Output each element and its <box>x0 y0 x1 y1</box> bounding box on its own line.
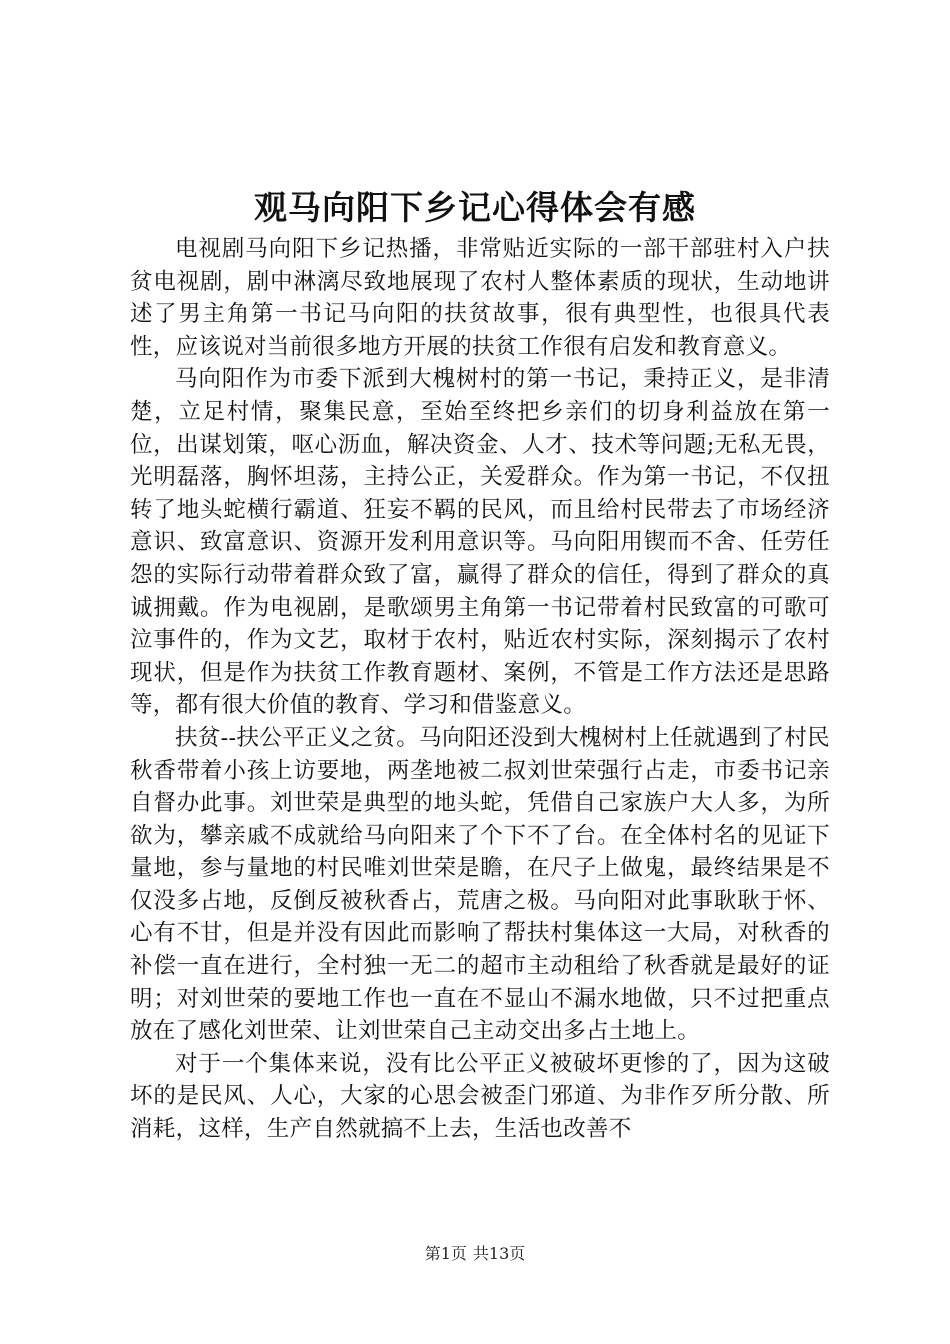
page-footer <box>0 1243 950 1265</box>
paragraph-collective: 对于一个集体来说，没有比公平正义被破坏更惨的了，因为这破坏的是民风、人心，大家的心思会被歪门邪道、为非作歹所分散、所消耗，这样，生产自然就搞不上去，生活也改善不 <box>130 1050 830 1143</box>
paragraph-fairness: 扶贫--扶公平正义之贫。马向阳还没到大槐树村上任就遇到了村民秋香带着小孩上访要地，两垄地被二叔刘世荣强行占走，市委书记亲自督办此事。刘世荣是典型的地头蛇，凭借自己家族户大人多，为所欲为，攀亲戚不成就给马向阳来了个下不了台。在全体村名的见证下量地，参与量地的村民唯刘世荣是瞻，在尺子上做鬼，最终结果是不仅没多占地，反倒反被秋香占，荒唐之极。马向阳对此事耿耿于怀、心有不甘，但是并没有因此而影响了帮扶村集体这一大局，对秋香的补偿一直在进行，全村独一无二的超市主动租给了秋香就是最好的证明；对刘世荣的要地工作也一直在不显山不漏水地做，只不过把重点放在了感化刘世荣、让刘世荣自己主动交出多占土地上。 <box>130 724 830 1045</box>
page-total: 共13页 <box>472 1244 526 1263</box>
paragraph-first-secretary: 马向阳作为市委下派到大槐树村的第一书记，秉持正义，是非清楚，立足村情，聚集民意，至始至终把乡亲们的切身利益放在第一位，出谋划策，呕心沥血，解决资金、人才、技术等问题;无私无畏，光明磊落，胸怀坦荡，主持公正，关爱群众。作为第一书记，不仅扭转了地头蛇横行霸道、狂妄不羁的民风，而且给村民带去了市场经济意识、致富意识、资源开发利用意识等。马向阳用锲而不舍、任劳任怨的实际行动带着群众致了富，赢得了群众的信任，得到了群众的真诚拥戴。作为电视剧，是歌颂男主角第一书记带着村民致富的可歌可泣事件的，作为文艺，取材于农村，贴近农村实际，深刻揭示了农村现状，但是作为扶贫工作教育题材、案例，不管是工作方法还是思路等，都有很大价值的教育、学习和借鉴意义。 <box>130 366 830 719</box>
page-number: 第1页 <box>424 1244 467 1263</box>
document-title: 观马向阳下乡记心得体会有感 <box>254 188 696 227</box>
document-body <box>130 233 830 1179</box>
paragraph-intro: 电视剧马向阳下乡记热播，非常贴近实际的一部干部驻村入户扶贫电视剧，剧中淋漓尽致地展现了农村人整体素质的现状，生动地讲述了男主角第一书记马向阳的扶贫故事，很有典型性，也很具代表性，应该说对当前很多地方开展的扶贫工作很有启发和教育意义。 <box>130 236 830 360</box>
